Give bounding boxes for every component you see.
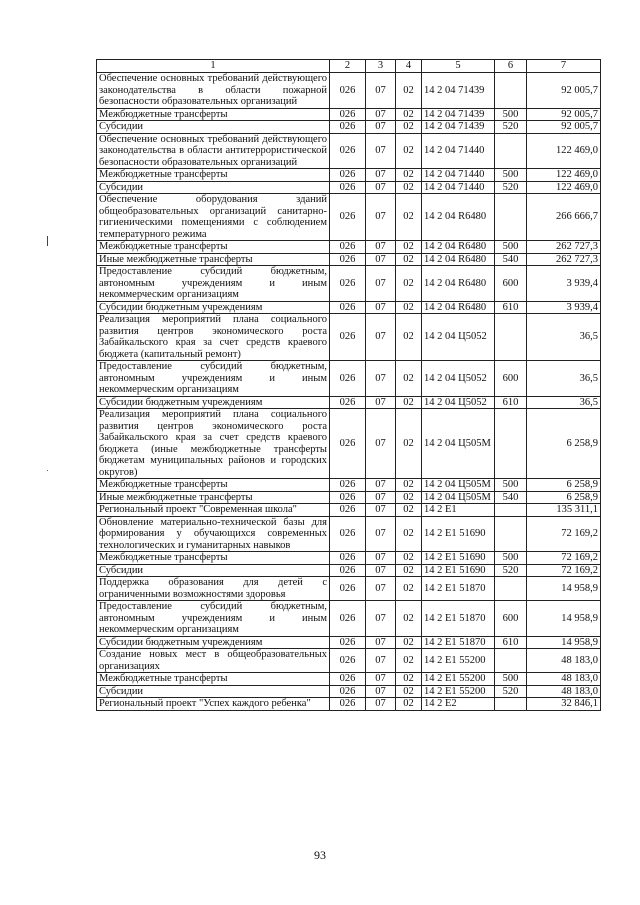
row-name-cell: Субсидии бюджетным учреждениям bbox=[97, 636, 330, 649]
section-cell: 07 bbox=[366, 601, 396, 637]
ministry-code-cell: 026 bbox=[330, 698, 366, 711]
section-cell: 07 bbox=[366, 253, 396, 266]
target-code-cell: 14 2 04 Ц5052 bbox=[422, 314, 495, 361]
table-row bbox=[97, 121, 601, 134]
ministry-code-cell: 026 bbox=[330, 673, 366, 686]
table-row bbox=[97, 253, 601, 266]
table-row bbox=[97, 685, 601, 698]
amount-cell: 135 311,1 bbox=[527, 504, 601, 517]
margin-dot bbox=[47, 470, 48, 471]
amount-cell: 72 169,2 bbox=[527, 552, 601, 565]
table-row bbox=[97, 564, 601, 577]
section-cell: 07 bbox=[366, 396, 396, 409]
ministry-code-cell: 026 bbox=[330, 552, 366, 565]
table-row bbox=[97, 301, 601, 314]
row-name-cell: Предоставление субсидий бюджетным, автономным учреждениям и иным некоммерческим организациям bbox=[97, 601, 330, 637]
row-name-cell: Иные межбюджетные трансферты bbox=[97, 253, 330, 266]
subsection-cell: 02 bbox=[396, 504, 422, 517]
amount-cell: 122 469,0 bbox=[527, 181, 601, 194]
target-code-cell: 14 2 E1 51870 bbox=[422, 636, 495, 649]
subsection-cell: 02 bbox=[396, 564, 422, 577]
ministry-code-cell: 026 bbox=[330, 516, 366, 552]
amount-cell: 6 258,9 bbox=[527, 491, 601, 504]
subsection-cell: 02 bbox=[396, 314, 422, 361]
ministry-code-cell: 026 bbox=[330, 504, 366, 517]
section-cell: 07 bbox=[366, 516, 396, 552]
row-name-cell: Межбюджетные трансферты bbox=[97, 241, 330, 254]
table-row bbox=[97, 361, 601, 397]
subsection-cell: 02 bbox=[396, 253, 422, 266]
section-cell: 07 bbox=[366, 73, 396, 109]
ministry-code-cell: 026 bbox=[330, 181, 366, 194]
target-code-cell: 14 2 04 71440 bbox=[422, 181, 495, 194]
subsection-cell: 02 bbox=[396, 266, 422, 302]
section-cell: 07 bbox=[366, 181, 396, 194]
column-header: 4 bbox=[396, 60, 422, 73]
subsection-cell: 02 bbox=[396, 601, 422, 637]
section-cell: 07 bbox=[366, 564, 396, 577]
expense-type-cell: 520 bbox=[495, 121, 527, 134]
subsection-cell: 02 bbox=[396, 479, 422, 492]
amount-cell: 3 939,4 bbox=[527, 266, 601, 302]
section-cell: 07 bbox=[366, 194, 396, 241]
row-name-cell: Межбюджетные трансферты bbox=[97, 479, 330, 492]
section-cell: 07 bbox=[366, 314, 396, 361]
amount-cell: 6 258,9 bbox=[527, 409, 601, 479]
amount-cell: 72 169,2 bbox=[527, 564, 601, 577]
expense-type-cell: 500 bbox=[495, 673, 527, 686]
expense-type-cell: 600 bbox=[495, 266, 527, 302]
amount-cell: 48 183,0 bbox=[527, 685, 601, 698]
column-header: 5 bbox=[422, 60, 495, 73]
amount-cell: 262 727,3 bbox=[527, 253, 601, 266]
target-code-cell: 14 2 04 R6480 bbox=[422, 301, 495, 314]
expense-type-cell: 520 bbox=[495, 685, 527, 698]
amount-cell: 92 005,7 bbox=[527, 108, 601, 121]
row-name-cell: Предоставление субсидий бюджетным, автономным учреждениям и иным некоммерческим организациям bbox=[97, 361, 330, 397]
target-code-cell: 14 2 04 Ц505М bbox=[422, 479, 495, 492]
section-cell: 07 bbox=[366, 552, 396, 565]
amount-cell: 14 958,9 bbox=[527, 636, 601, 649]
subsection-cell: 02 bbox=[396, 241, 422, 254]
amount-cell: 266 666,7 bbox=[527, 194, 601, 241]
ministry-code-cell: 026 bbox=[330, 577, 366, 601]
ministry-code-cell: 026 bbox=[330, 301, 366, 314]
subsection-cell: 02 bbox=[396, 685, 422, 698]
table-row bbox=[97, 133, 601, 169]
section-cell: 07 bbox=[366, 649, 396, 673]
expense-type-cell bbox=[495, 649, 527, 673]
section-cell: 07 bbox=[366, 685, 396, 698]
row-name-cell: Предоставление субсидий бюджетным, автономным учреждениям и иным некоммерческим организациям bbox=[97, 266, 330, 302]
amount-cell: 36,5 bbox=[527, 314, 601, 361]
amount-cell: 122 469,0 bbox=[527, 169, 601, 182]
section-cell: 07 bbox=[366, 266, 396, 302]
section-cell: 07 bbox=[366, 169, 396, 182]
subsection-cell: 02 bbox=[396, 73, 422, 109]
table-row bbox=[97, 491, 601, 504]
target-code-cell: 14 2 04 Ц5052 bbox=[422, 396, 495, 409]
expense-type-cell bbox=[495, 504, 527, 517]
ministry-code-cell: 026 bbox=[330, 636, 366, 649]
ministry-code-cell: 026 bbox=[330, 169, 366, 182]
row-name-cell: Обеспечение основных требований действующего законодательства в области антитеррористической безопасности образовательных организаций bbox=[97, 133, 330, 169]
table-row bbox=[97, 504, 601, 517]
expense-type-cell: 600 bbox=[495, 361, 527, 397]
amount-cell: 262 727,3 bbox=[527, 241, 601, 254]
target-code-cell: 14 2 E1 51870 bbox=[422, 601, 495, 637]
row-name-cell: Создание новых мест в общеобразовательных организациях bbox=[97, 649, 330, 673]
subsection-cell: 02 bbox=[396, 409, 422, 479]
margin-mark bbox=[47, 236, 48, 246]
target-code-cell: 14 2 04 Ц505М bbox=[422, 491, 495, 504]
section-cell: 07 bbox=[366, 673, 396, 686]
subsection-cell: 02 bbox=[396, 491, 422, 504]
table-row bbox=[97, 601, 601, 637]
table-row bbox=[97, 516, 601, 552]
target-code-cell: 14 2 E1 bbox=[422, 504, 495, 517]
table-row bbox=[97, 698, 601, 711]
section-cell: 07 bbox=[366, 121, 396, 134]
section-cell: 07 bbox=[366, 504, 396, 517]
ministry-code-cell: 026 bbox=[330, 314, 366, 361]
amount-cell: 48 183,0 bbox=[527, 673, 601, 686]
ministry-code-cell: 026 bbox=[330, 194, 366, 241]
ministry-code-cell: 026 bbox=[330, 601, 366, 637]
row-name-cell: Региональный проект "Успех каждого ребенка" bbox=[97, 698, 330, 711]
column-header: 7 bbox=[527, 60, 601, 73]
expense-type-cell bbox=[495, 194, 527, 241]
section-cell: 07 bbox=[366, 241, 396, 254]
amount-cell: 3 939,4 bbox=[527, 301, 601, 314]
table-row bbox=[97, 636, 601, 649]
row-name-cell: Субсидии bbox=[97, 121, 330, 134]
table-row bbox=[97, 673, 601, 686]
expense-type-cell bbox=[495, 698, 527, 711]
section-cell: 07 bbox=[366, 577, 396, 601]
subsection-cell: 02 bbox=[396, 577, 422, 601]
expense-type-cell: 520 bbox=[495, 564, 527, 577]
subsection-cell: 02 bbox=[396, 181, 422, 194]
expense-type-cell bbox=[495, 577, 527, 601]
table-row bbox=[97, 479, 601, 492]
target-code-cell: 14 2 04 71439 bbox=[422, 121, 495, 134]
expense-type-cell bbox=[495, 409, 527, 479]
subsection-cell: 02 bbox=[396, 133, 422, 169]
ministry-code-cell: 026 bbox=[330, 253, 366, 266]
ministry-code-cell: 026 bbox=[330, 491, 366, 504]
subsection-cell: 02 bbox=[396, 516, 422, 552]
table-row bbox=[97, 409, 601, 479]
row-name-cell: Субсидии бюджетным учреждениям bbox=[97, 301, 330, 314]
ministry-code-cell: 026 bbox=[330, 108, 366, 121]
target-code-cell: 14 2 E1 51690 bbox=[422, 564, 495, 577]
ministry-code-cell: 026 bbox=[330, 649, 366, 673]
ministry-code-cell: 026 bbox=[330, 266, 366, 302]
ministry-code-cell: 026 bbox=[330, 564, 366, 577]
target-code-cell: 14 2 04 R6480 bbox=[422, 266, 495, 302]
section-cell: 07 bbox=[366, 409, 396, 479]
row-name-cell: Межбюджетные трансферты bbox=[97, 552, 330, 565]
table-row bbox=[97, 314, 601, 361]
table-row bbox=[97, 194, 601, 241]
target-code-cell: 14 2 04 R6480 bbox=[422, 253, 495, 266]
target-code-cell: 14 2 04 71439 bbox=[422, 73, 495, 109]
row-name-cell: Поддержка образования для детей с ограниченными возможностями здоровья bbox=[97, 577, 330, 601]
target-code-cell: 14 2 E1 51690 bbox=[422, 516, 495, 552]
amount-cell: 122 469,0 bbox=[527, 133, 601, 169]
row-name-cell: Обновление материально-технической базы для формирования у обучающихся современных технологических и гуманитарных навыков bbox=[97, 516, 330, 552]
subsection-cell: 02 bbox=[396, 396, 422, 409]
row-name-cell: Региональный проект "Современная школа" bbox=[97, 504, 330, 517]
target-code-cell: 14 2 04 R6480 bbox=[422, 241, 495, 254]
ministry-code-cell: 026 bbox=[330, 396, 366, 409]
subsection-cell: 02 bbox=[396, 698, 422, 711]
row-name-cell: Межбюджетные трансферты bbox=[97, 169, 330, 182]
row-name-cell: Обеспечение оборудования зданий общеобразовательных организаций санитарно-гигиеническими помещениями с соблюдением температурного режима bbox=[97, 194, 330, 241]
table-row bbox=[97, 396, 601, 409]
row-name-cell: Субсидии бюджетным учреждениям bbox=[97, 396, 330, 409]
ministry-code-cell: 026 bbox=[330, 241, 366, 254]
row-name-cell: Межбюджетные трансферты bbox=[97, 108, 330, 121]
amount-cell: 14 958,9 bbox=[527, 601, 601, 637]
subsection-cell: 02 bbox=[396, 108, 422, 121]
row-name-cell: Обеспечение основных требований действующего законодательства в области пожарной безопасности образовательных организаций bbox=[97, 73, 330, 109]
subsection-cell: 02 bbox=[396, 636, 422, 649]
ministry-code-cell: 026 bbox=[330, 73, 366, 109]
row-name-cell: Субсидии bbox=[97, 564, 330, 577]
ministry-code-cell: 026 bbox=[330, 479, 366, 492]
expense-type-cell bbox=[495, 73, 527, 109]
expense-type-cell: 500 bbox=[495, 552, 527, 565]
ministry-code-cell: 026 bbox=[330, 361, 366, 397]
expense-type-cell: 540 bbox=[495, 253, 527, 266]
expense-type-cell: 500 bbox=[495, 108, 527, 121]
table-row bbox=[97, 552, 601, 565]
section-cell: 07 bbox=[366, 636, 396, 649]
table-row bbox=[97, 169, 601, 182]
page-number: 93 bbox=[314, 848, 326, 862]
row-name-cell: Субсидии bbox=[97, 181, 330, 194]
expense-type-cell: 610 bbox=[495, 636, 527, 649]
expense-type-cell: 610 bbox=[495, 396, 527, 409]
subsection-cell: 02 bbox=[396, 301, 422, 314]
target-code-cell: 14 2 E1 51690 bbox=[422, 552, 495, 565]
ministry-code-cell: 026 bbox=[330, 133, 366, 169]
ministry-code-cell: 026 bbox=[330, 685, 366, 698]
table-row bbox=[97, 577, 601, 601]
target-code-cell: 14 2 04 71439 bbox=[422, 108, 495, 121]
row-name-cell: Иные межбюджетные трансферты bbox=[97, 491, 330, 504]
target-code-cell: 14 2 04 R6480 bbox=[422, 194, 495, 241]
target-code-cell: 14 2 E1 51870 bbox=[422, 577, 495, 601]
target-code-cell: 14 2 E1 55200 bbox=[422, 649, 495, 673]
row-name-cell: Реализация мероприятий плана социального развития центров экономического роста Забайкальского края за счет средств краевого бюджета (иные межбюджетные трансферты бюджетам муниципальных районов и городских округов) bbox=[97, 409, 330, 479]
target-code-cell: 14 2 04 71440 bbox=[422, 133, 495, 169]
expense-type-cell: 500 bbox=[495, 479, 527, 492]
target-code-cell: 14 2 04 Ц505М bbox=[422, 409, 495, 479]
ministry-code-cell: 026 bbox=[330, 121, 366, 134]
table-header-row bbox=[97, 60, 601, 73]
target-code-cell: 14 2 E2 bbox=[422, 698, 495, 711]
amount-cell: 36,5 bbox=[527, 361, 601, 397]
ministry-code-cell: 026 bbox=[330, 409, 366, 479]
subsection-cell: 02 bbox=[396, 169, 422, 182]
column-header: 2 bbox=[330, 60, 366, 73]
section-cell: 07 bbox=[366, 301, 396, 314]
subsection-cell: 02 bbox=[396, 194, 422, 241]
subsection-cell: 02 bbox=[396, 121, 422, 134]
section-cell: 07 bbox=[366, 361, 396, 397]
subsection-cell: 02 bbox=[396, 673, 422, 686]
expense-type-cell: 520 bbox=[495, 181, 527, 194]
expense-type-cell: 600 bbox=[495, 601, 527, 637]
row-name-cell: Субсидии bbox=[97, 685, 330, 698]
expense-type-cell: 500 bbox=[495, 241, 527, 254]
column-header: 6 bbox=[495, 60, 527, 73]
amount-cell: 32 846,1 bbox=[527, 698, 601, 711]
budget-table bbox=[96, 59, 601, 711]
amount-cell: 92 005,7 bbox=[527, 121, 601, 134]
subsection-cell: 02 bbox=[396, 649, 422, 673]
subsection-cell: 02 bbox=[396, 361, 422, 397]
expense-type-cell: 610 bbox=[495, 301, 527, 314]
target-code-cell: 14 2 04 71440 bbox=[422, 169, 495, 182]
table-row bbox=[97, 181, 601, 194]
section-cell: 07 bbox=[366, 479, 396, 492]
amount-cell: 14 958,9 bbox=[527, 577, 601, 601]
expense-type-cell: 540 bbox=[495, 491, 527, 504]
expense-type-cell: 500 bbox=[495, 169, 527, 182]
target-code-cell: 14 2 E1 55200 bbox=[422, 673, 495, 686]
column-header: 1 bbox=[97, 60, 330, 73]
row-name-cell: Межбюджетные трансферты bbox=[97, 673, 330, 686]
amount-cell: 36,5 bbox=[527, 396, 601, 409]
section-cell: 07 bbox=[366, 698, 396, 711]
table-row bbox=[97, 241, 601, 254]
amount-cell: 72 169,2 bbox=[527, 516, 601, 552]
expense-type-cell bbox=[495, 314, 527, 361]
amount-cell: 92 005,7 bbox=[527, 73, 601, 109]
amount-cell: 48 183,0 bbox=[527, 649, 601, 673]
table-row bbox=[97, 649, 601, 673]
section-cell: 07 bbox=[366, 491, 396, 504]
expense-type-cell bbox=[495, 516, 527, 552]
target-code-cell: 14 2 04 Ц5052 bbox=[422, 361, 495, 397]
table-row bbox=[97, 266, 601, 302]
target-code-cell: 14 2 E1 55200 bbox=[422, 685, 495, 698]
table-row bbox=[97, 108, 601, 121]
table-row bbox=[97, 73, 601, 109]
section-cell: 07 bbox=[366, 133, 396, 169]
amount-cell: 6 258,9 bbox=[527, 479, 601, 492]
section-cell: 07 bbox=[366, 108, 396, 121]
row-name-cell: Реализация мероприятий плана социального развития центров экономического роста Забайкальского края за счет средств краевого бюджета (капитальный ремонт) bbox=[97, 314, 330, 361]
expense-type-cell bbox=[495, 133, 527, 169]
subsection-cell: 02 bbox=[396, 552, 422, 565]
column-header: 3 bbox=[366, 60, 396, 73]
